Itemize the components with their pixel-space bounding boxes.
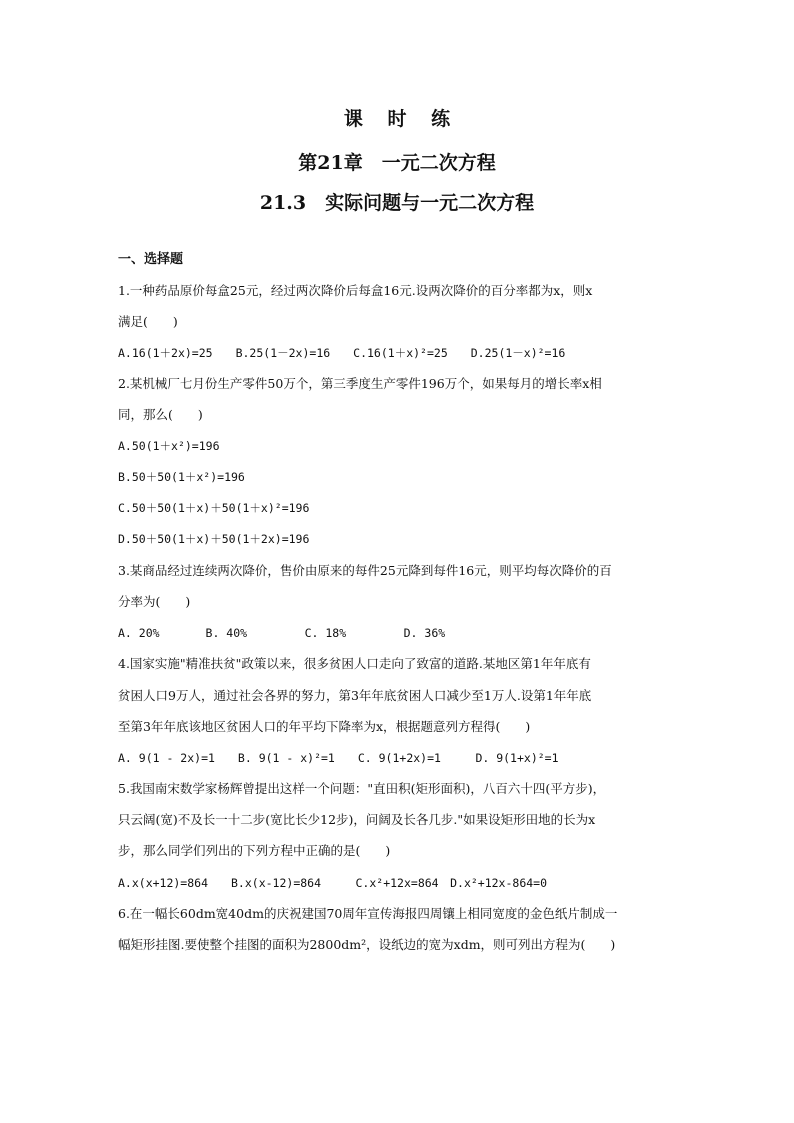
question-2-option-a: A.50(1＋x²)=196: [118, 439, 220, 453]
part-heading: 一、选择题: [118, 252, 184, 267]
question-2-option-c: C.50＋50(1＋x)＋50(1＋x)²=196: [118, 501, 310, 515]
question-6-text-cont: 幅矩形挂图.要使整个挂图的面积为2800dm²，设纸边的宽为xdm，则可列出方程为( ): [118, 937, 616, 952]
question-5-text-cont: 只云阔(宽)不及长一十二步(宽比长少12步)，问阔及长各几步."如果设矩形田地的长为x: [118, 812, 596, 827]
question-2-option-d: D.50＋50(1＋x)＋50(1＋2x)=196: [118, 532, 310, 546]
question-3-text: 3.某商品经过连续两次降价，售价由原来的每件25元降到每件16元，则平均每次降价的百: [118, 563, 612, 578]
question-1-text: 1.一种药品原价每盒25元，经过两次降价后每盒16元.设两次降价的百分率都为x，则x: [118, 283, 593, 298]
page-title: 课 时 练: [343, 108, 451, 130]
section-title: 21.3 实际问题与一元二次方程: [259, 192, 535, 214]
question-4-options: A. 9(1 - 2x)=1 B. 9(1 - x)²=1 C. 9(1+2x)=1 D. 9(1+x)²=1: [118, 751, 559, 765]
question-5-text: 5.我国南宋数学家杨辉曾提出这样一个问题："直田积(矩形面积)，八百六十四(平方步)，: [118, 781, 606, 796]
question-3-options: A. 20% B. 40% C. 18% D. 36%: [118, 626, 446, 640]
question-5-text-cont2: 步，那么同学们列出的下列方程中正确的是( ): [118, 843, 391, 858]
question-1-text-cont: 满足( ): [118, 314, 178, 329]
question-6-text: 6.在一幅长60dm宽40dm的庆祝建国70周年宣传海报四周镶上相同宽度的金色纸片制成一: [118, 906, 618, 921]
question-2-text-cont: 同，那么( ): [118, 407, 203, 422]
question-4-text-cont: 贫困人口9万人，通过社会各界的努力，第3年年底贫困人口减少至1万人.设第1年年底: [118, 688, 592, 703]
question-3-text-cont: 分率为( ): [118, 594, 191, 609]
question-1-options: A.16(1＋2x)=25 B.25(1－2x)=16 C.16(1＋x)²=25 D.25(1－x)²=16: [118, 346, 566, 360]
chapter-title: 第21章 一元二次方程: [298, 152, 496, 174]
question-4-text: 4.国家实施"精准扶贫"政策以来，很多贫困人口走向了致富的道路.某地区第1年年底有: [118, 656, 591, 671]
question-2-text: 2.某机械厂七月份生产零件50万个，第三季度生产零件196万个，如果每月的增长率x相: [118, 376, 602, 391]
question-5-options: A.x(x+12)=864 B.x(x-12)=864 C.x²+12x=864 D.x²+12x-864=0: [118, 876, 548, 890]
question-4-text-cont2: 至第3年年底该地区贫困人口的年平均下降率为x，根据题意列方程得( ): [118, 719, 531, 734]
question-2-option-b: B.50＋50(1＋x²)=196: [118, 470, 245, 484]
